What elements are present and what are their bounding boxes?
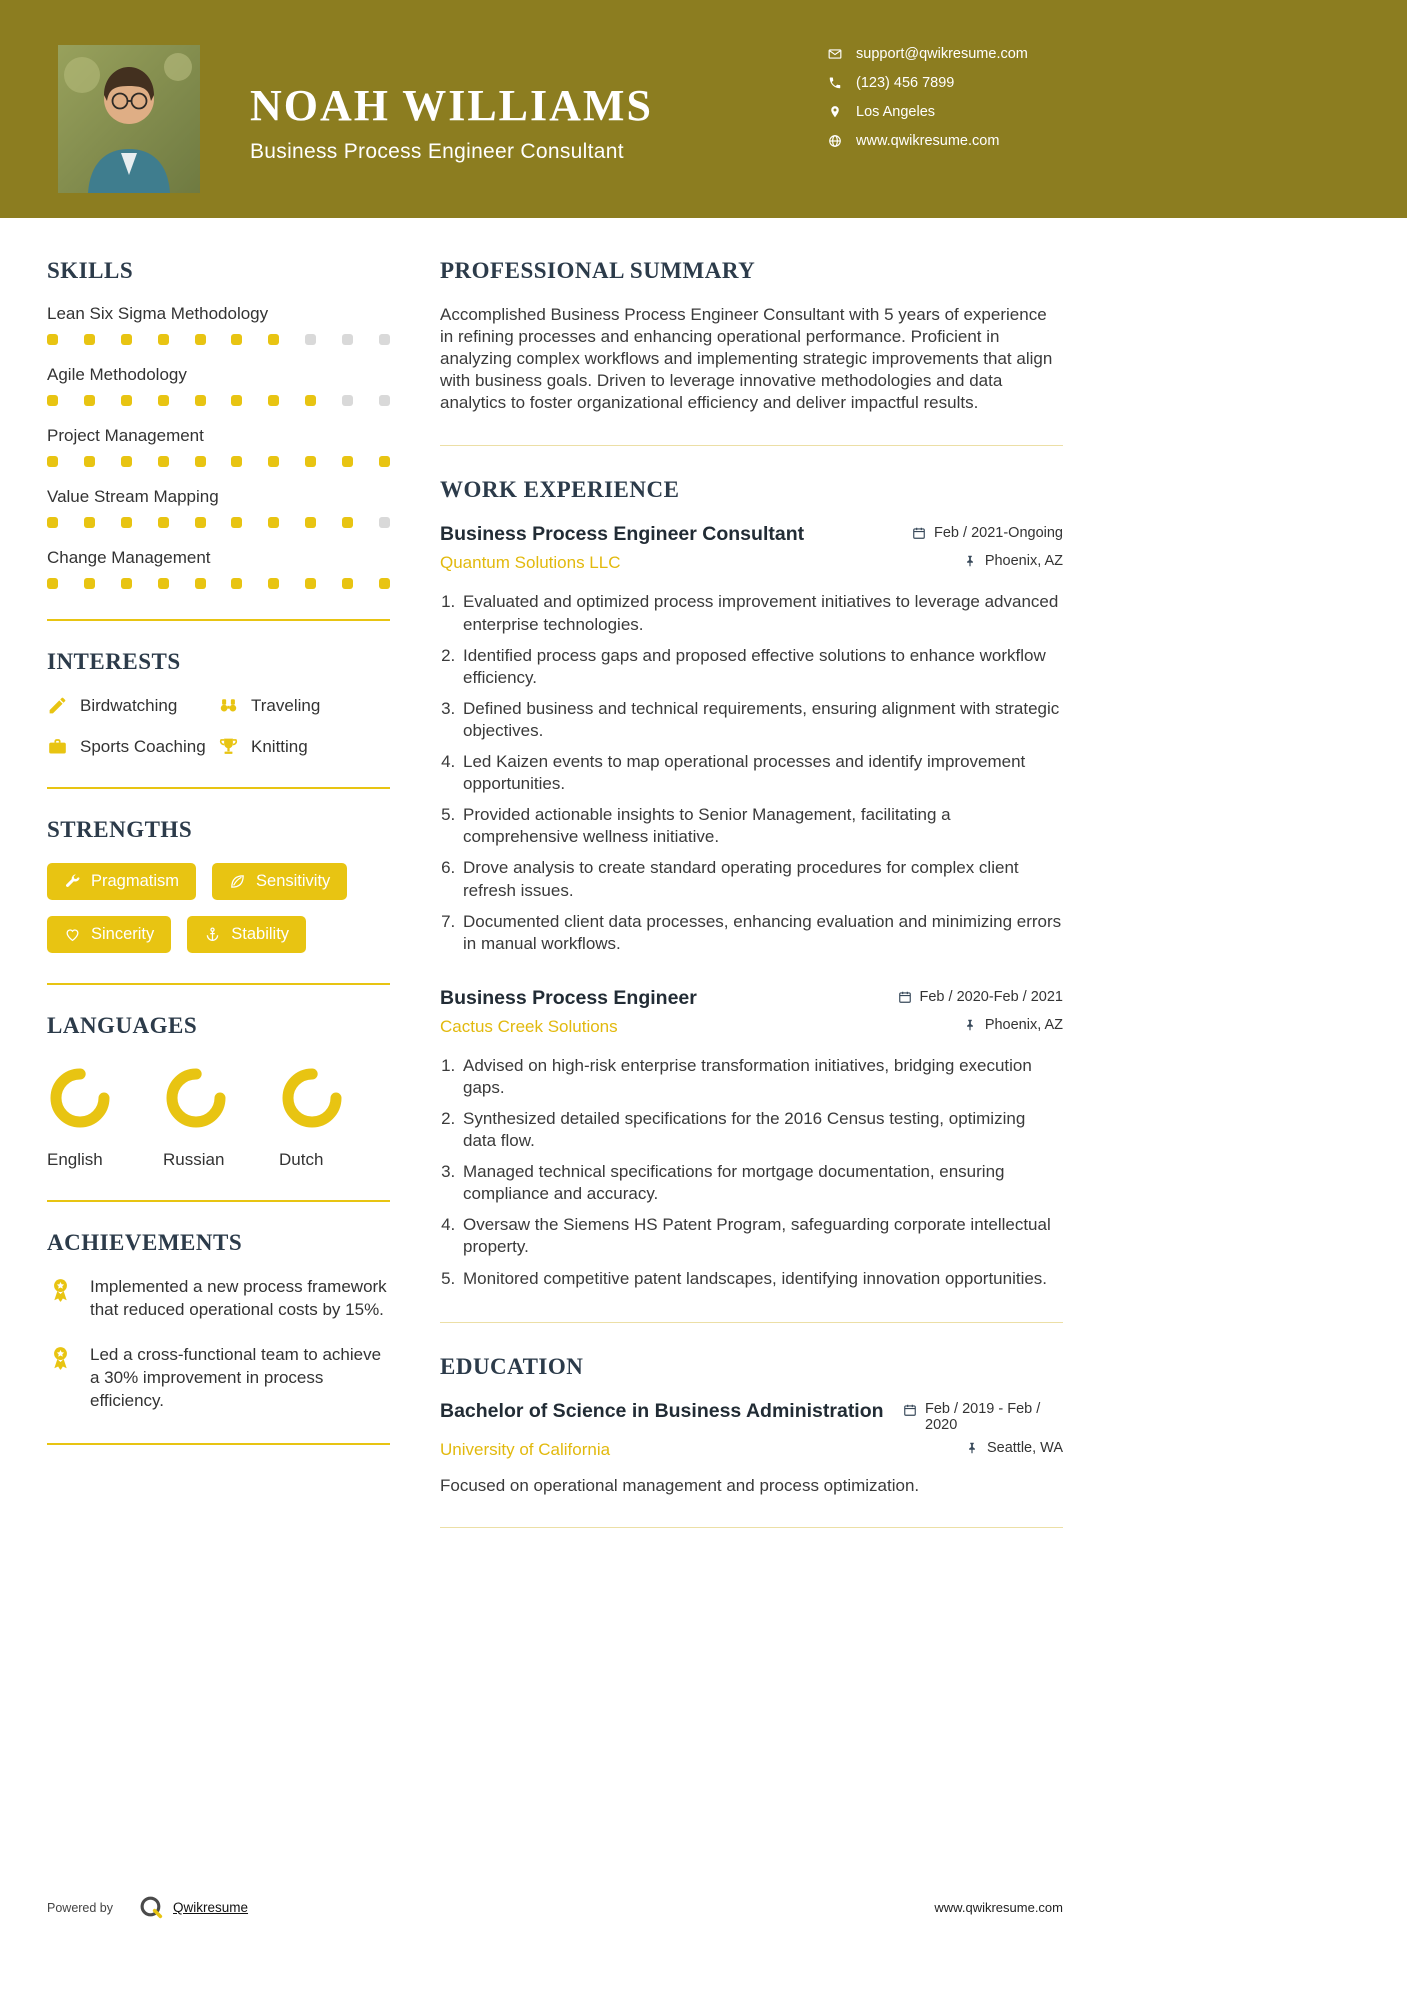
interest-item [47,695,218,716]
skills-heading: SKILLS [47,258,134,283]
strength-badge [47,863,196,900]
skill-item [47,304,390,345]
strength-label: Stability [231,925,290,943]
job-subheader [440,1017,1063,1037]
skill-dot [305,334,316,345]
calendar-icon [903,1403,917,1417]
skill-dot [195,395,206,406]
skill-name: Lean Six Sigma Methodology [47,304,269,323]
skill-dot [305,456,316,467]
interests-grid [47,695,390,757]
job-bullet: 5. Provided actionable insights to Senior Management, facilitating a comprehensive wellness initiative. [460,804,1063,848]
languages-heading: LANGUAGES [47,1013,198,1038]
section-divider [47,983,390,985]
job-bullet: 7. Documented client data processes, enhancing evaluation and minimizing errors in manual workflows. [460,911,1063,955]
job-bullet: 1. Advised on high-risk enterprise transformation initiatives, bridging execution gaps. [460,1055,1063,1099]
pushpin-icon [963,1018,977,1032]
skill-dot [84,456,95,467]
skill-dot [195,517,206,528]
interest-item [218,736,390,757]
job-title: Business Process Engineer Consultant [440,523,805,546]
summary-section [440,258,1063,414]
skill-dot [158,395,169,406]
strength-badge [212,863,347,900]
education-section [440,1354,1063,1496]
job-subheader [440,553,1063,573]
job-bullet: 1. Evaluated and optimized process improvement initiatives to leverage advanced enterprise technologies. [460,591,1063,635]
right-column [440,258,1063,1559]
interest-label: Birdwatching [80,695,178,715]
skill-dot [268,578,279,589]
job-entry [440,987,1063,1290]
skill-dot [305,395,316,406]
company-name: Quantum Solutions LLC [440,553,621,573]
skill-dot [84,395,95,406]
globe-icon [828,134,842,148]
skill-dot [305,578,316,589]
profile-photo-placeholder [58,45,200,193]
strengths-section [47,817,390,953]
education-date-text: Feb / 2019 - Feb / 2020 [925,1400,1041,1433]
strengths-heading: STRENGTHS [47,817,193,842]
calendar-icon [912,526,926,540]
summary-heading: PROFESSIONAL SUMMARY [440,258,756,283]
skill-dot [84,578,95,589]
work-heading: WORK EXPERIENCE [440,477,680,503]
skill-dot [158,334,169,345]
anchor-icon [204,926,221,943]
skill-dot [342,578,353,589]
achievement-item [47,1344,390,1413]
pushpin-icon [963,554,977,568]
skill-dot [379,334,390,345]
achievement-text: Led a cross-functional team to achieve a 30% improvement in process efficiency. [90,1344,382,1410]
education-date [903,1401,1063,1433]
job-bullet: 3. Managed technical specifications for mortgage documentation, ensuring compliance and accuracy. [460,1161,1063,1205]
language-level-arc [163,1065,229,1131]
pushpin-icon [965,1441,979,1455]
school-name: University of California [440,1439,611,1459]
qwikresume-link[interactable]: Qwikresume [173,1900,249,1915]
skill-name: Value Stream Mapping [47,487,219,506]
achievements-section [47,1230,390,1413]
skill-dot [268,395,279,406]
location-icon [828,105,842,119]
skill-dot [158,517,169,528]
language-level-arc [279,1065,345,1131]
strength-label: Sincerity [91,925,155,943]
achievement-item [47,1276,390,1322]
job-bullets [440,1055,1063,1290]
skill-dot [231,334,242,345]
contact-phone-text: (123) 456 7899 [856,75,955,91]
skill-name: Agile Methodology [47,365,187,384]
contact-phone[interactable] [828,75,1028,91]
skill-dot [121,456,132,467]
skill-dot [121,395,132,406]
skill-dot [231,456,242,467]
job-location [963,1017,1063,1033]
powered-by-label: Powered by [47,1900,114,1915]
language-label: English [47,1150,103,1169]
interests-heading: INTERESTS [47,649,181,674]
job-location [963,553,1063,569]
award-icon [47,1344,74,1371]
skill-dot [121,334,132,345]
job-header [440,523,1063,546]
interest-label: Knitting [251,736,308,756]
job-title: Business Process Engineer [440,986,697,1009]
skill-dot [84,517,95,528]
skill-dot [342,334,353,345]
candidate-title: Business Process Engineer Consultant [250,140,624,163]
skill-dot [342,517,353,528]
skill-name: Project Management [47,426,204,445]
skill-dot [268,334,279,345]
skill-item [47,487,390,528]
interest-item [47,736,218,757]
job-bullet: 4. Oversaw the Siemens HS Patent Program, safeguarding corporate intellectual property. [460,1214,1063,1258]
skill-dot [379,578,390,589]
trophy-icon [218,736,239,757]
language-label: Dutch [279,1150,324,1169]
section-divider [440,445,1063,446]
contact-email[interactable] [828,46,1028,62]
header [0,0,1407,218]
work-experience-section [440,477,1063,1289]
section-divider [47,787,390,789]
strength-badge [47,916,171,953]
skill-item [47,365,390,406]
skill-dot [379,395,390,406]
section-divider [47,619,390,621]
skill-dot [195,456,206,467]
achievements-heading: ACHIEVEMENTS [47,1230,243,1255]
language-item [163,1065,229,1170]
summary-text: Accomplished Business Process Engineer Consultant with 5 years of experience in refining processes and enhancing operational performance. Proficient in analyzing complex workflows and implementing strategic improvements that align with business goals. Driven to leverage innovative methodologies and data analytics to foster organizational efficiency and deliver impactful results. [440,305,1053,413]
job-bullet: 4. Led Kaizen events to map operational processes and identify improvement opportunities. [460,751,1063,795]
skill-dot [231,395,242,406]
interest-label: Traveling [251,695,321,715]
job-location-text: Phoenix, AZ [984,553,1063,570]
achievement-text: Implemented a new process framework that reduced operational costs by 15%. [90,1277,387,1319]
job-date-text: Feb / 2020-Feb / 2021 [919,988,1063,1005]
skill-level-dots [47,517,390,528]
binoculars-icon [218,695,239,716]
strengths-list [47,863,390,953]
job-bullet: 5. Monitored competitive patent landscapes, identifying innovation opportunities. [460,1268,1063,1290]
job-entry [440,523,1063,954]
left-column [47,258,390,1559]
footer [47,1895,1063,1920]
company-name: Cactus Creek Solutions [440,1016,618,1036]
skill-dot [158,456,169,467]
job-date-text: Feb / 2021-Ongoing [934,525,1063,542]
strength-label: Sensitivity [256,872,331,890]
skill-dot [47,334,58,345]
wrench-icon [64,873,81,890]
candidate-name: NOAH WILLIAMS [250,81,653,130]
skill-dot [268,517,279,528]
section-divider [440,1527,1063,1528]
language-label: Russian [163,1150,225,1169]
skill-dot [379,456,390,467]
briefcase-icon [47,736,68,757]
strength-badge [187,916,306,953]
skill-item [47,548,390,589]
skill-dot [47,395,58,406]
job-bullet: 3. Defined business and technical requirements, ensuring alignment with strategic objectives. [460,698,1063,742]
calendar-icon [898,990,912,1004]
education-header [440,1400,1063,1433]
profile-photo [58,45,200,193]
section-divider [47,1200,390,1202]
skill-level-dots [47,578,390,589]
skill-level-dots [47,456,390,467]
language-item [279,1065,345,1170]
language-level-arc [47,1065,113,1131]
phone-icon [828,76,842,90]
strength-label: Pragmatism [91,872,180,890]
education-location [965,1440,1063,1456]
languages-section [47,1013,390,1170]
skill-dot [195,334,206,345]
degree-title: Bachelor of Science in Business Administration [440,1399,884,1422]
interests-section [47,649,390,757]
footer-website-link[interactable]: www.qwikresume.com [934,1900,1063,1915]
skill-dot [231,517,242,528]
award-icon [47,1276,74,1303]
section-divider [47,1443,390,1445]
interest-label: Sports Coaching [80,736,206,756]
skills-section [47,258,390,589]
contact-location-text: Los Angeles [856,104,936,120]
skill-dot [158,578,169,589]
contact-email-text: support@qwikresume.com [856,46,1028,62]
skill-dot [342,456,353,467]
education-subheader [440,1440,1063,1460]
contact-location[interactable] [828,104,1028,120]
pencil-icon [47,695,68,716]
skill-dot [47,456,58,467]
skill-dot [195,578,206,589]
skill-dot [342,395,353,406]
skill-dot [231,578,242,589]
education-note: Focused on operational management and process optimization. [440,1475,920,1495]
contact-block [828,46,1028,149]
skill-dot [121,517,132,528]
section-divider [440,1322,1063,1323]
skill-name: Change Management [47,548,211,567]
job-bullet: 2. Synthesized detailed specifications for the 2016 Census testing, optimizing data flow. [460,1108,1063,1152]
skill-dot [47,517,58,528]
skill-dot [121,578,132,589]
education-heading: EDUCATION [440,1353,584,1379]
job-bullet: 2. Identified process gaps and proposed effective solutions to enhance workflow efficiency. [460,645,1063,689]
email-icon [828,47,842,61]
education-location-text: Seattle, WA [986,1439,1063,1456]
skill-dot [379,517,390,528]
job-bullets [440,591,1063,954]
skill-item [47,426,390,467]
language-item [47,1065,113,1170]
name-block [250,80,653,164]
contact-website[interactable] [828,133,1028,149]
skill-level-dots [47,395,390,406]
skill-dot [47,578,58,589]
languages-list [47,1059,390,1170]
resume-body [0,218,1407,1559]
job-date [912,525,1063,541]
job-bullet: 6. Drove analysis to create standard operating procedures for complex client refresh issues. [460,857,1063,901]
job-date [898,989,1064,1005]
leaf-icon [229,873,246,890]
skill-dot [84,334,95,345]
skill-dot [268,456,279,467]
skill-level-dots [47,334,390,345]
heart-icon [64,926,81,943]
qwikresume-logo-icon [139,1895,164,1920]
contact-website-text: www.qwikresume.com [856,133,1000,149]
job-header [440,987,1063,1010]
interest-item [218,695,390,716]
skill-dot [305,517,316,528]
job-location-text: Phoenix, AZ [984,1016,1063,1033]
